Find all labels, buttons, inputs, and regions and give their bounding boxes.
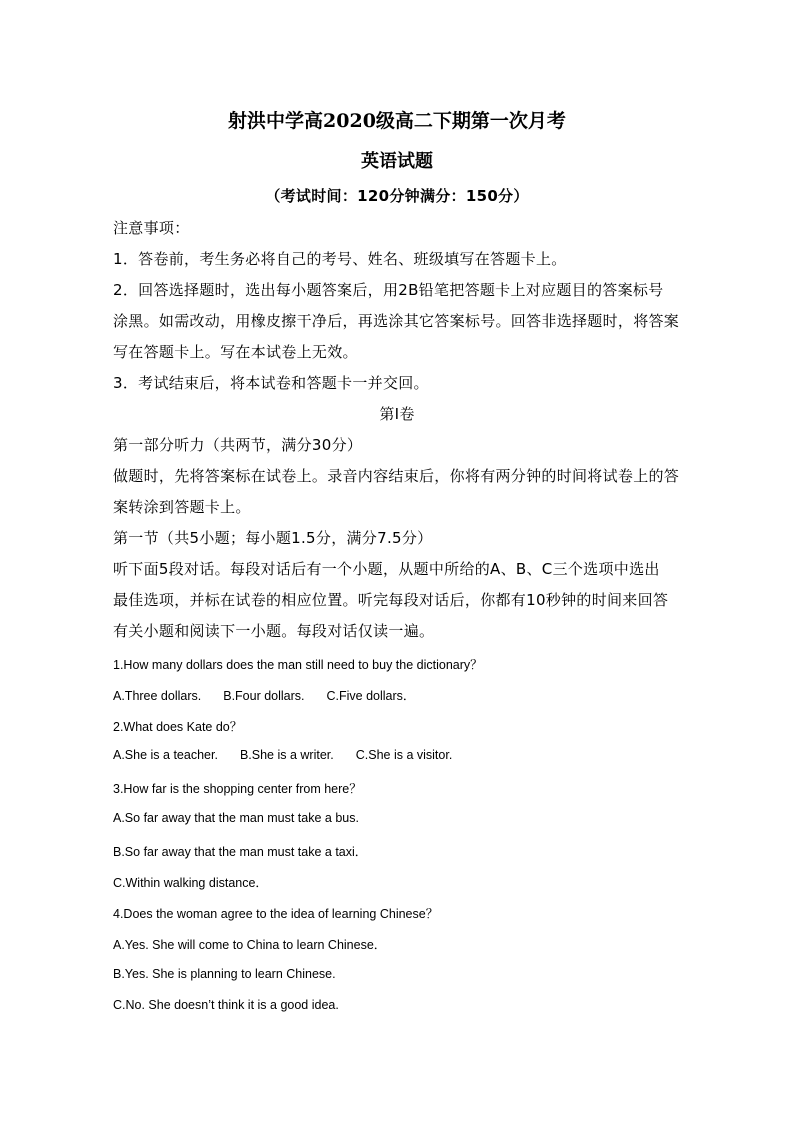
question-2-stem: 2.What does Kate do？ [113, 720, 243, 734]
question-2-option-a: A.She is a teacher. [113, 748, 218, 762]
question-3-option-c: C.Within walking distance． [113, 876, 268, 890]
question-1-options [113, 686, 415, 704]
question-3-stem: 3.How far is the shopping center from here？ [113, 782, 362, 796]
question-4-option-a: A.Yes. She will come to China to learn Chinese． [113, 938, 387, 952]
question-2-option-c: C.She is a visitor. [355, 748, 453, 762]
volume-heading: 第Ⅰ卷 [379, 405, 415, 423]
question-3-option-b: B.So far away that the man must take a taxi． [113, 845, 368, 859]
question-2-options [113, 748, 452, 762]
part1-heading: 第一部分听力（共两节，满分30分） [113, 436, 363, 454]
exam-info: （考试时间：120分钟满分：150分） [265, 187, 529, 205]
exam-title: 射洪中学高2020级高二下期第一次月考 [228, 110, 566, 132]
note-item-2-line-2: 涂黑。如需改动，用橡皮擦干净后，再选涂其它答案标号。回答非选择题时，将答案 [113, 312, 680, 330]
question-4-stem: 4.Does the woman agree to the idea of learning Chinese？ [113, 907, 439, 921]
note-item-1: 1．答卷前，考生务必将自己的考号、姓名、班级填写在答题卡上。 [113, 250, 567, 268]
part1-desc-line-1: 做题时，先将答案标在试卷上。录音内容结束后，你将有两分钟的时间将试卷上的答 [113, 467, 680, 485]
question-4-option-c: C.No. She doesn’t think it is a good idea. [113, 998, 339, 1012]
question-1-option-c: C.Five dollars． [326, 689, 416, 703]
note-item-2-line-3: 写在答题卡上。写在本试卷上无效。 [113, 343, 358, 361]
subject-title: 英语试题 [361, 151, 433, 172]
question-1-option-a: A.Three dollars. [113, 689, 202, 703]
section1-heading: 第一节（共5小题；每小题1.5分，满分7.5分） [113, 529, 433, 547]
question-4-option-b: B.Yes. She is planning to learn Chinese. [113, 967, 336, 981]
section1-desc-line-2: 最佳选项，并标在试卷的相应位置。听完每段对话后，你都有10秒钟的时间来回答 [113, 591, 669, 609]
section1-desc-line-1: 听下面5段对话。每段对话后有一个小题，从题中所给的A、B、C三个选项中选出 [113, 560, 660, 578]
question-1-stem: 1.How many dollars does the man still need to buy the dictionary？ [113, 658, 483, 672]
part1-desc-line-2: 案转涂到答题卡上。 [113, 498, 251, 516]
question-2-option-b: B.She is a writer. [239, 748, 334, 762]
section1-desc-line-3: 有关小题和阅读下一小题。每段对话仅读一遍。 [113, 622, 435, 640]
notes-heading: 注意事项： [113, 219, 190, 237]
question-3-option-a: A.So far away that the man must take a bus. [113, 811, 359, 825]
question-1-option-b: B.Four dollars. [223, 689, 305, 703]
note-item-3: 3．考试结束后，将本试卷和答题卡一并交回。 [113, 374, 429, 392]
note-item-2-line-1: 2．回答选择题时，选出每小题答案后，用2B铅笔把答题卡上对应题目的答案标号 [113, 281, 664, 299]
